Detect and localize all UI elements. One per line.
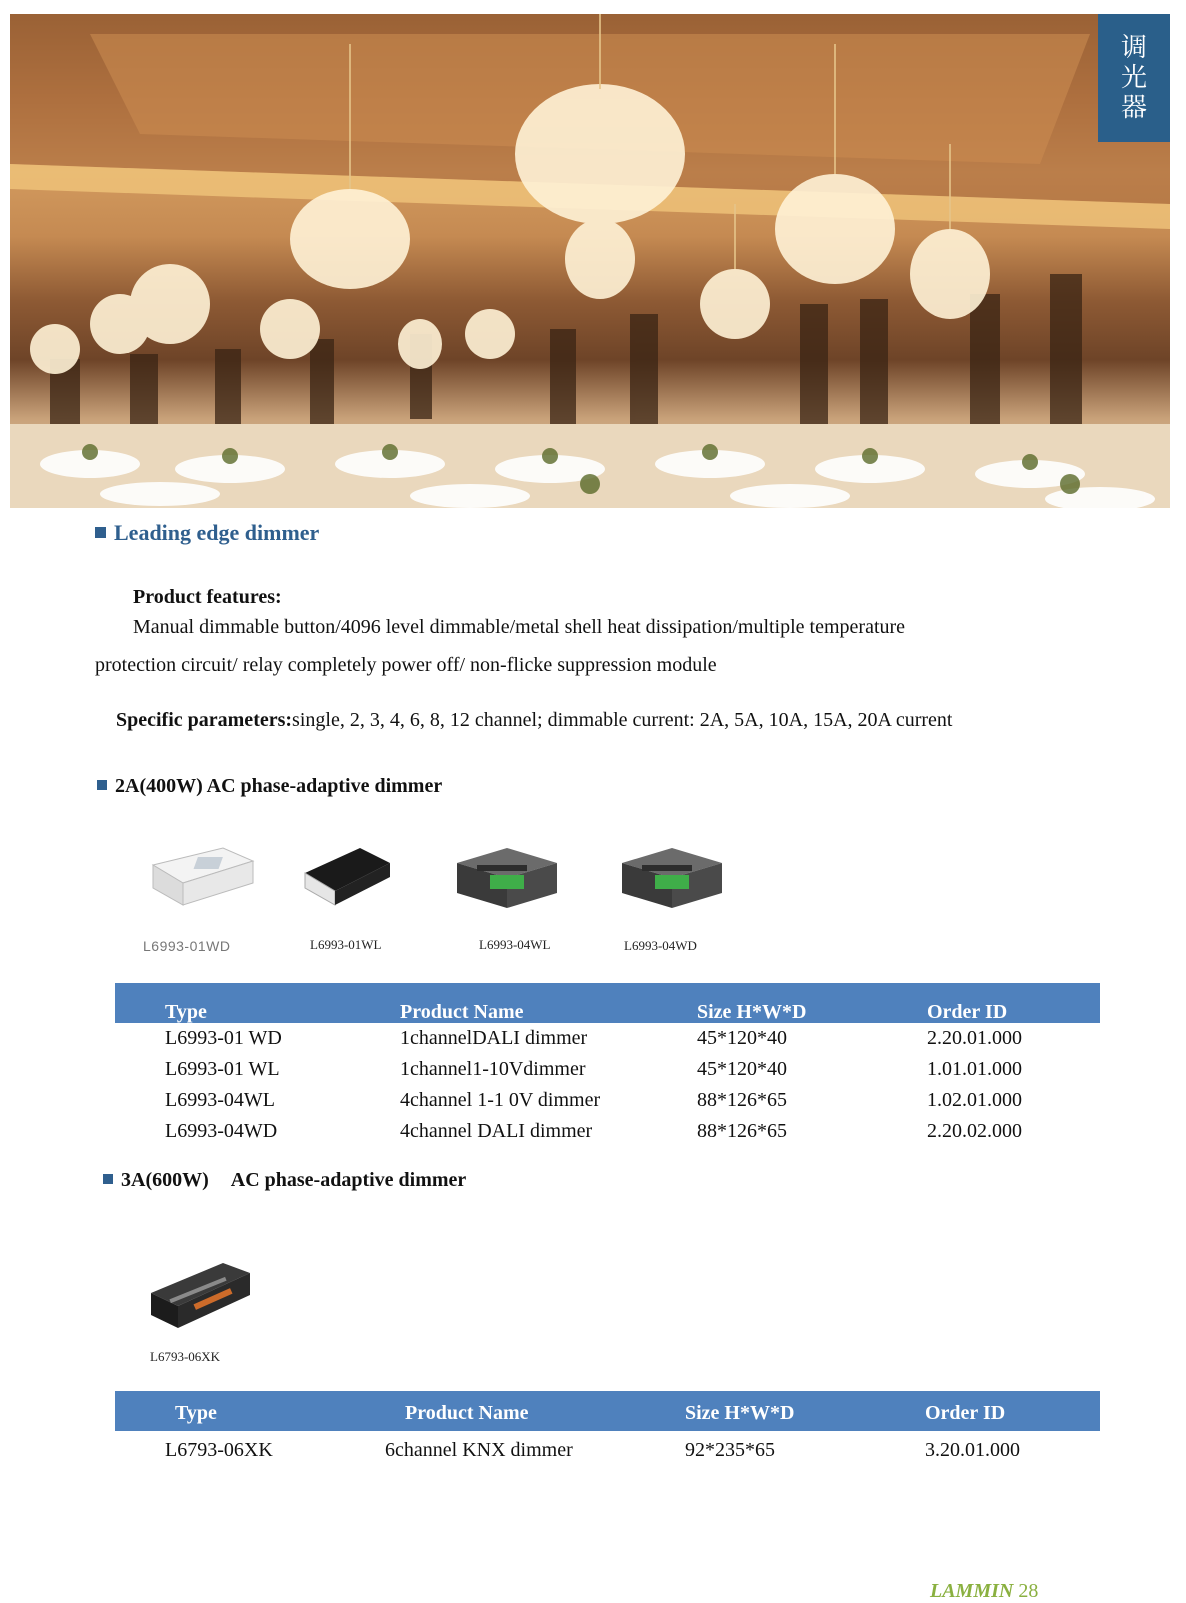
ballroom-illustration: [10, 14, 1170, 508]
section-title-3a: [103, 1169, 466, 1192]
product-label: L6993-01WD: [143, 938, 231, 954]
table-cell: 1channel1-10Vdimmer: [400, 1058, 586, 1080]
category-tag-char: 调: [1120, 33, 1147, 63]
section-title-2a: [97, 775, 442, 798]
spec-table-3a: [115, 1391, 1100, 1471]
table-cell: 45*120*40: [697, 1027, 787, 1049]
spec-table-2a: [115, 983, 1100, 1147]
brand-name: LAMMIN: [930, 1580, 1014, 1602]
table-header-row: [115, 983, 1100, 1023]
table-cell: 45*120*40: [697, 1058, 787, 1080]
product-label: L6993-04WD: [624, 938, 697, 953]
table-cell: L6993-01 WD: [165, 1027, 282, 1049]
table-header-row: [115, 1391, 1100, 1431]
table-cell: 2.20.02.000: [927, 1120, 1022, 1142]
table-header-type: Type: [175, 1402, 217, 1424]
table-cell: 3.20.01.000: [925, 1439, 1020, 1461]
table-row: [115, 1023, 1100, 1054]
page-number: 28: [1018, 1580, 1039, 1602]
white-dimmer-box-icon: [148, 843, 258, 913]
features-line-2: protection circuit/ relay completely power off/ non-flicke suppression module: [95, 654, 717, 676]
table-header-product-name: Product Name: [400, 1001, 524, 1023]
specific-parameters: [116, 701, 952, 739]
table-header-size: Size H*W*D: [685, 1402, 795, 1424]
table-cell: 88*126*65: [697, 1120, 787, 1142]
table-row: [115, 1085, 1100, 1116]
ballroom-chandelier-photo: [10, 14, 1170, 508]
table-header-order-id: Order ID: [925, 1402, 1006, 1424]
square-bullet-icon: [97, 780, 107, 790]
table-cell: 6channel KNX dimmer: [385, 1439, 573, 1461]
section-title-leading-edge: [95, 520, 319, 546]
table-cell: 1channelDALI dimmer: [400, 1027, 588, 1049]
square-bullet-icon: [103, 1174, 113, 1184]
table-cell: L6993-04WL: [165, 1089, 275, 1111]
section-title-text: 2A(400W) AC phase-adaptive dimmer: [115, 775, 443, 797]
category-tag: [1098, 14, 1170, 142]
table-cell: 1.02.01.000: [927, 1089, 1022, 1111]
square-bullet-icon: [95, 527, 106, 538]
product-label: L6993-01WL: [310, 937, 382, 952]
section-title-text: AC phase-adaptive dimmer: [230, 1169, 467, 1191]
category-tag-char: 光: [1120, 63, 1147, 93]
table-cell: 1.01.01.000: [927, 1058, 1022, 1080]
params-label: Specific parameters:: [116, 709, 293, 731]
table-header-product-name: Product Name: [405, 1402, 529, 1424]
category-tag-char: 器: [1120, 93, 1147, 123]
params-text: single, 2, 3, 4, 6, 8, 12 channel; dimmable current: 2A, 5A, 10A, 15A, 20A current: [292, 709, 953, 731]
table-cell: 2.20.01.000: [927, 1027, 1022, 1049]
table-header-order-id: Order ID: [927, 1001, 1008, 1023]
knx-rail-dimmer-icon: [148, 1258, 253, 1333]
section-title-text: 3A(600W): [121, 1169, 209, 1191]
table-cell: 88*126*65: [697, 1089, 787, 1111]
table-row: [115, 1431, 1100, 1471]
table-cell: 4channel DALI dimmer: [400, 1120, 593, 1142]
table-cell: L6993-04WD: [165, 1120, 278, 1142]
table-cell: L6993-01 WL: [165, 1058, 280, 1080]
table-cell: 4channel 1-1 0V dimmer: [400, 1089, 601, 1111]
table-row: [115, 1054, 1100, 1085]
features-label: Product features:: [133, 586, 282, 608]
table-row: [115, 1116, 1100, 1147]
product-label: L6993-04WL: [479, 937, 551, 952]
table-header-size: Size H*W*D: [697, 1001, 807, 1023]
black-dimmer-box-icon: [300, 843, 395, 913]
section-title-text: Leading edge dimmer: [114, 520, 320, 545]
din-rail-dimmer-icon: [617, 843, 727, 913]
din-rail-dimmer-icon: [452, 843, 562, 913]
table-cell: L6793-06XK: [165, 1439, 273, 1461]
table-cell: 92*235*65: [685, 1439, 775, 1461]
product-label: L6793-06XK: [150, 1349, 221, 1364]
features-line-1: Manual dimmable button/4096 level dimmable/metal shell heat dissipation/multiple temperature: [133, 616, 906, 638]
table-header-type: Type: [165, 1001, 207, 1023]
